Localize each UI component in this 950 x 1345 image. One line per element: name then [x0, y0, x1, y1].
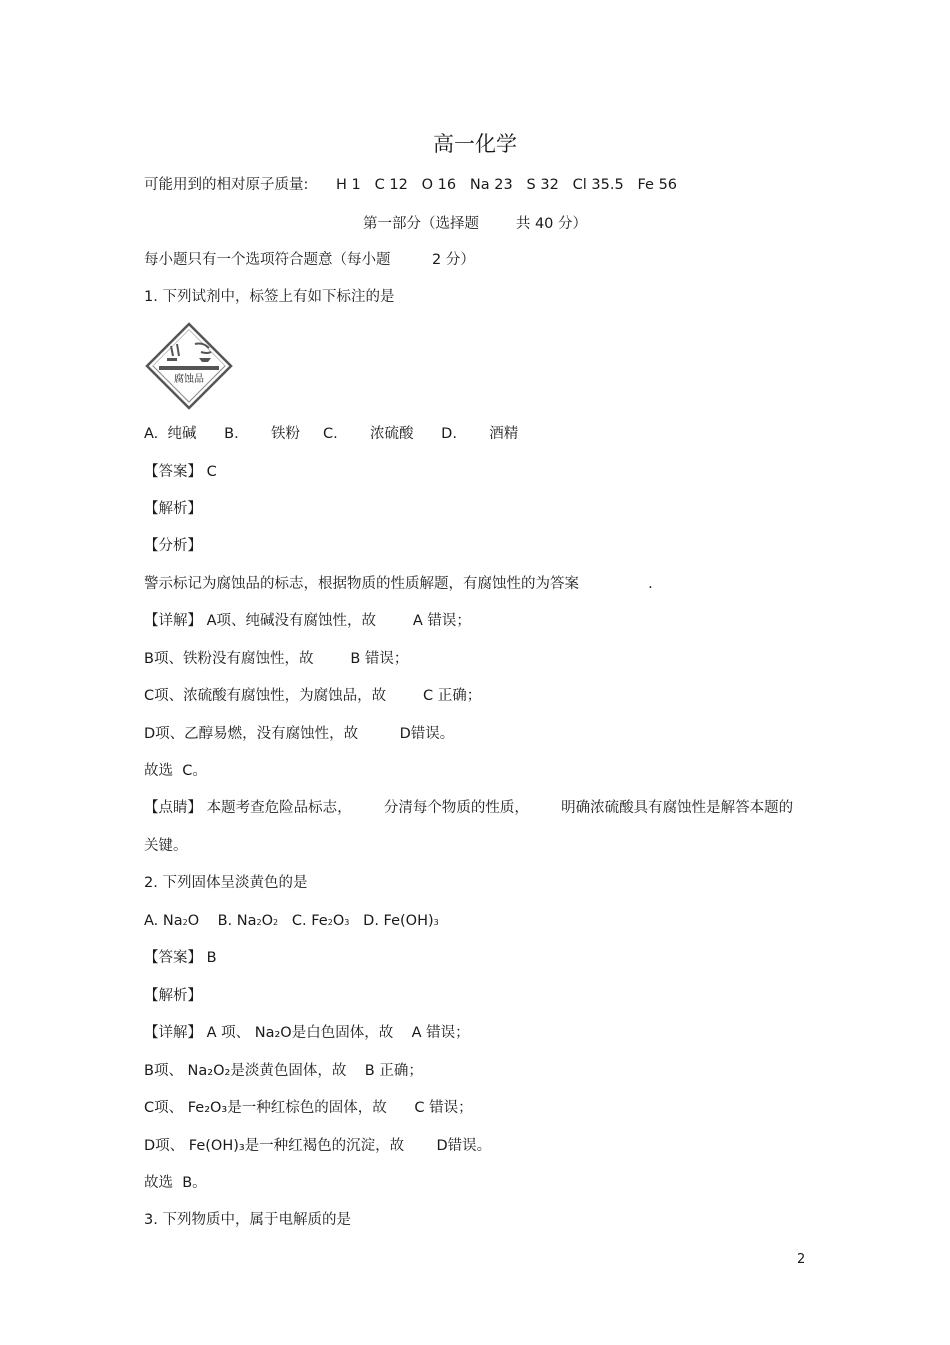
- q1-detail-b: B项、铁粉没有腐蚀性，故 B 错误；: [144, 651, 409, 667]
- q2-answer: 【答案】 B: [144, 950, 217, 966]
- atomic-masses: 可能用到的相对原子质量: H 1 C 12 O 16 Na 23 S 32 Cl 35.5 Fe 56: [144, 177, 678, 193]
- page-number: 2: [797, 1252, 806, 1267]
- q2-jiexi: 【解析】: [144, 988, 202, 1004]
- q2-stem: 2. 下列固体呈淡黄色的是: [144, 875, 308, 891]
- q1-analysis: 警示标记为腐蚀品的标志，根据物质的性质解题，有腐蚀性的为答案 .: [144, 576, 653, 592]
- q3-stem: 3. 下列物质中，属于电解质的是: [144, 1212, 351, 1228]
- q1-options: A. 纯碱 B. 铁粉 C. 浓硫酸 D. 酒精: [144, 426, 519, 442]
- q2-detail-c: C项、 Fe₂O₃是一种红棕色的固体，故 C 错误；: [144, 1100, 473, 1116]
- q1-detail-c: C项、浓硫酸有腐蚀性，为腐蚀品，故 C 正确；: [144, 688, 482, 704]
- q1-detail-d: D项、乙醇易燃，没有腐蚀性，故 D错误。: [144, 726, 455, 742]
- q2-choose: 故选 B。: [144, 1175, 207, 1191]
- section-header: 第一部分（选择题 共 40 分）: [362, 216, 588, 232]
- corrosive-hazard-icon: [145, 322, 233, 410]
- q2-detail-a: 【详解】 A 项、 Na₂O是白色固体，故 A 错误；: [144, 1025, 470, 1041]
- q2-detail-b: B项、 Na₂O₂是淡黄色固体，故 B 正确；: [144, 1063, 423, 1079]
- q1-choose: 故选 C。: [144, 763, 207, 779]
- q1-stem: 1. 下列试剂中，标签上有如下标注的是: [144, 289, 395, 305]
- q2-detail-d: D项、 Fe(OH)₃是一种红褐色的沉淀，故 D错误。: [144, 1138, 492, 1154]
- label-text: 腐蚀品: [174, 374, 204, 385]
- q1-fenxi: 【分析】: [144, 538, 202, 554]
- page-title: 高一化学: [433, 132, 517, 156]
- instructions: 每小题只有一个选项符合题意（每小题 2 分）: [144, 252, 475, 268]
- q1-comment: 【点睛】 本题考查危险品标志， 分清每个物质的性质， 明确浓硫酸具有腐蚀性是解答本题的: [144, 800, 794, 816]
- q1-jiexi: 【解析】: [144, 501, 202, 517]
- q1-comment-end: 关键。: [144, 838, 188, 854]
- q2-options: A. Na2O B. Na2O2 C. Fe2O3 D. Fe(OH)3: [144, 913, 439, 929]
- q1-detail-a: 【详解】 A项、纯碱没有腐蚀性，故 A 错误；: [144, 613, 471, 629]
- q1-answer: 【答案】 C: [144, 464, 217, 480]
